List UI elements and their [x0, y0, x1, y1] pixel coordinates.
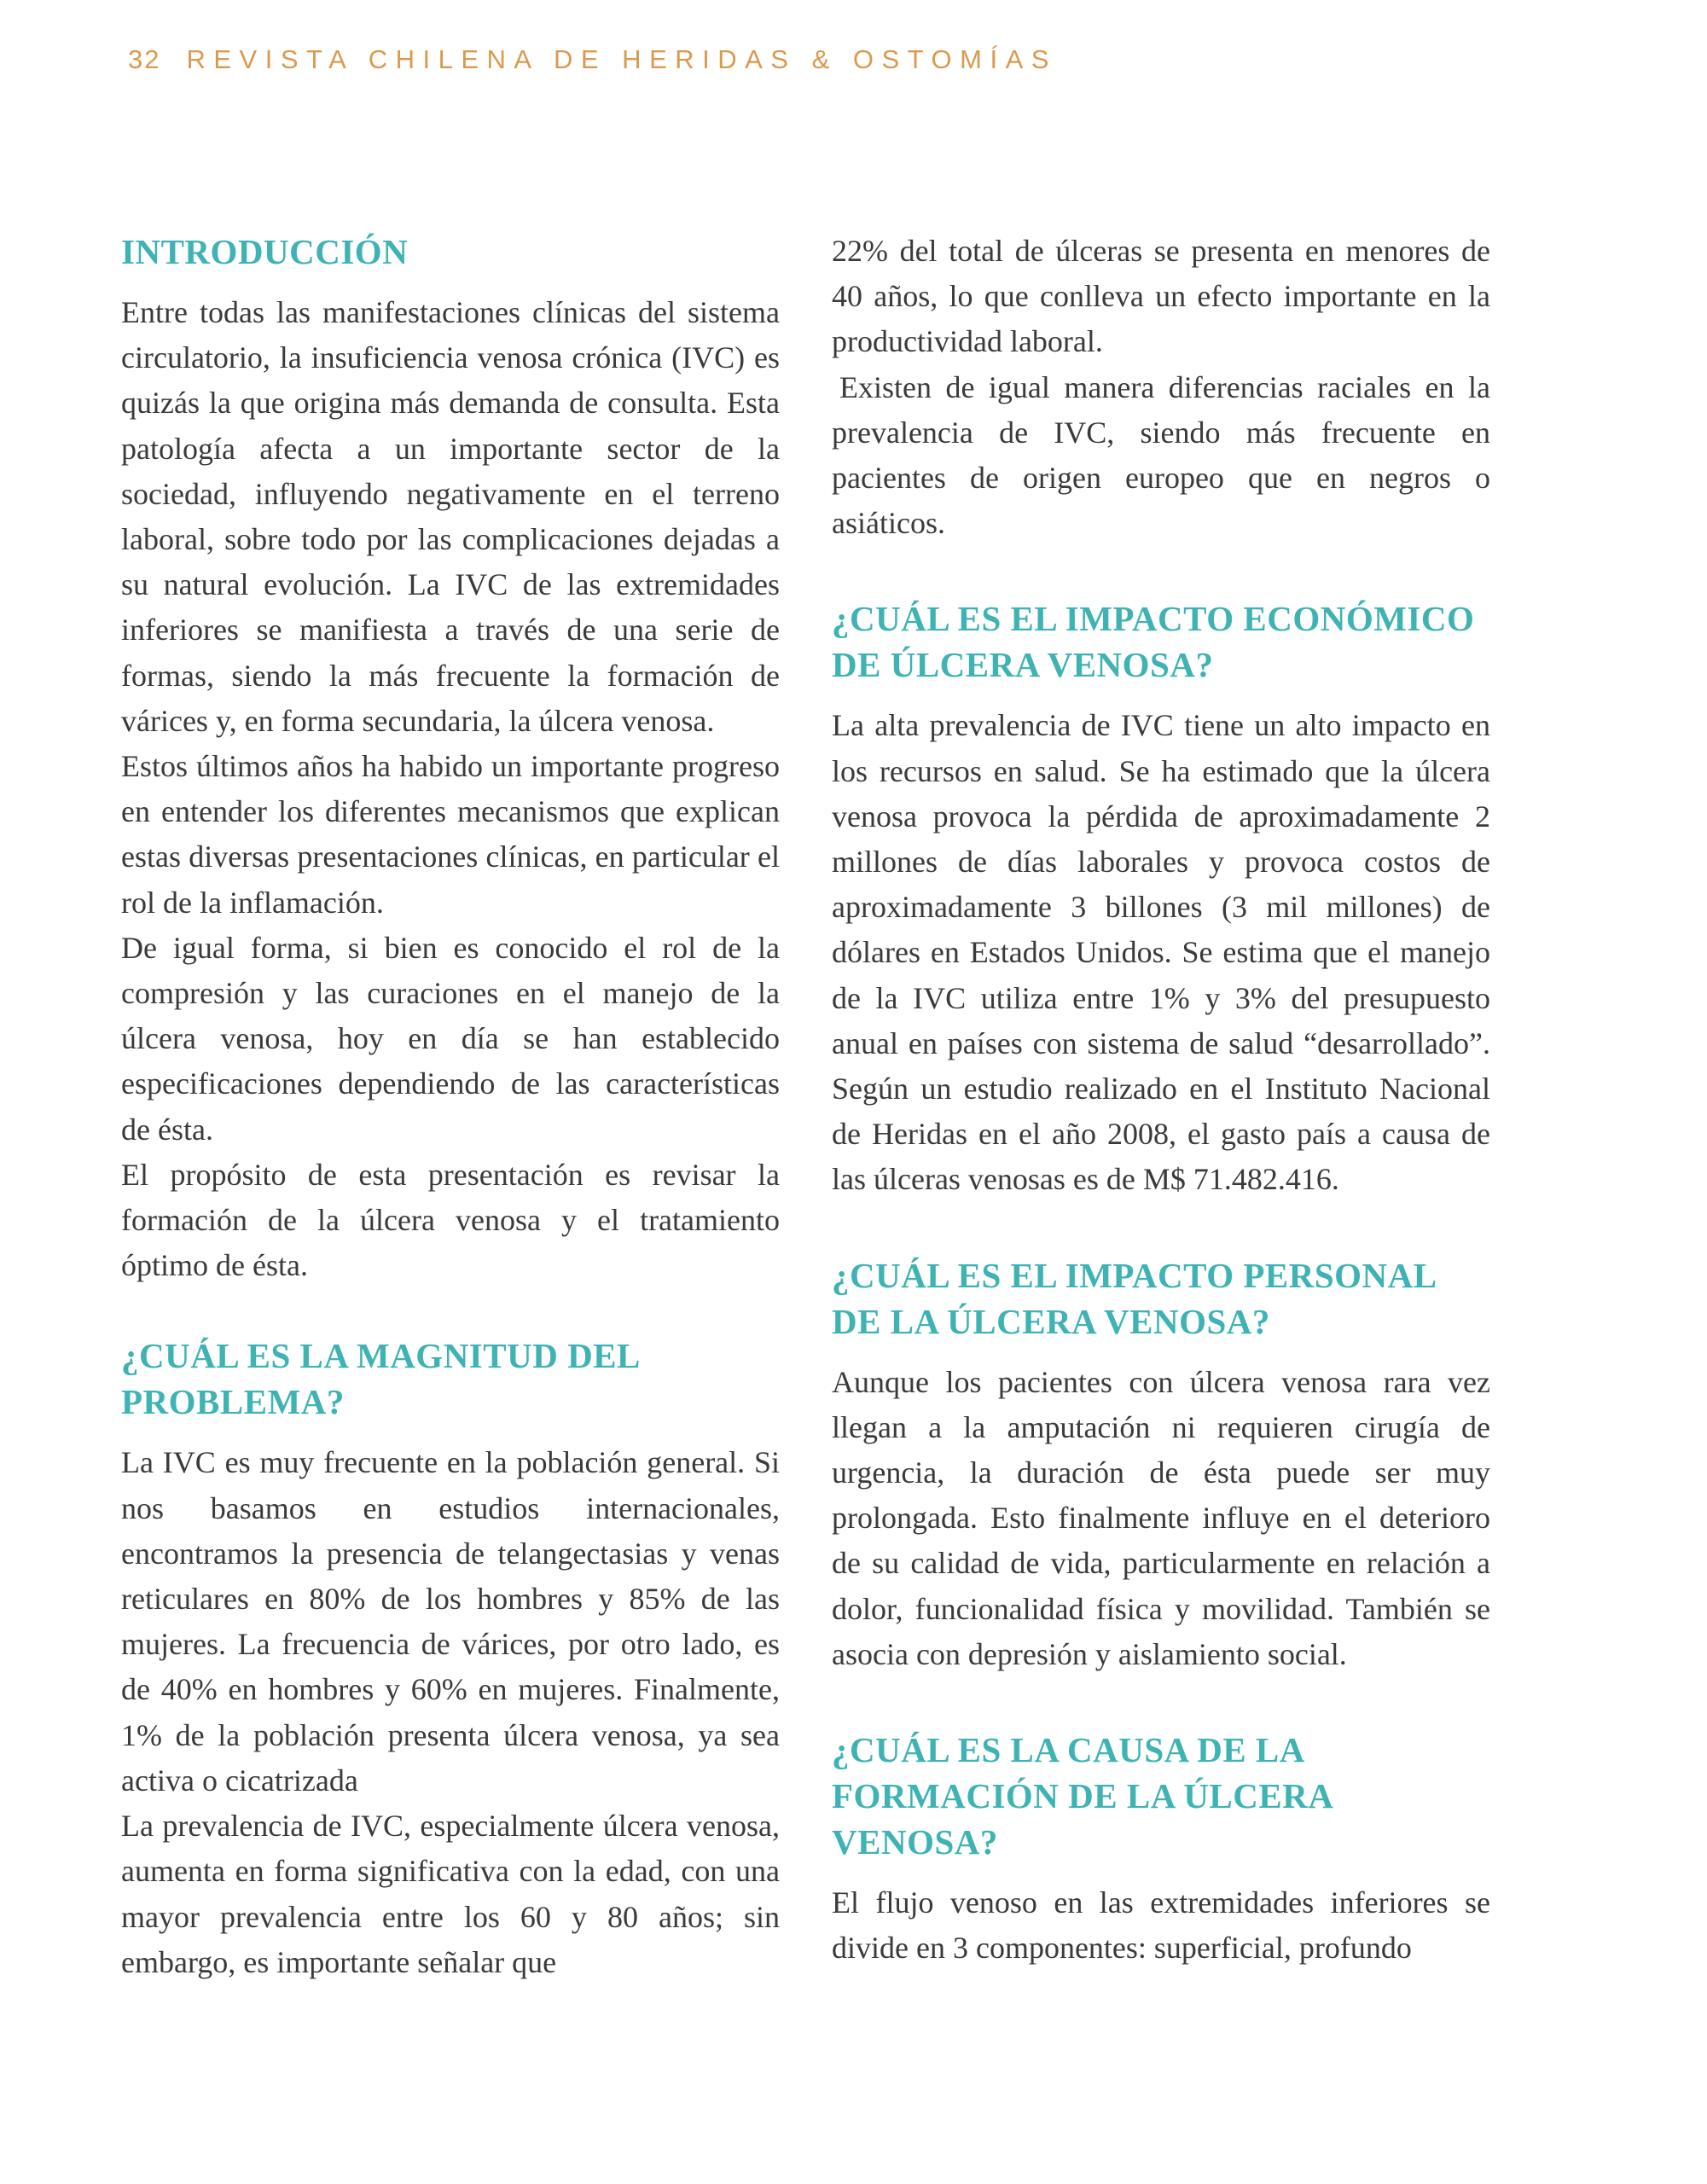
- page-number: 32: [128, 44, 161, 74]
- magnitude-paragraph-2: La prevalencia de IVC, especialmente úlcera venosa, aumenta en forma significativa con la edad, con una mayor prevalencia entre los 60 y 80 años; sin embargo, es importante señalar que: [121, 1809, 780, 1979]
- left-column: [121, 229, 780, 1985]
- section-heading-magnitud: ¿CUÁL ES LA MAGNITUD DEL PROBLEMA?: [121, 1336, 639, 1422]
- cause-paragraph-1: El flujo venoso en las extremidades inferiores se divide en 3 componentes: superficial, profundo: [832, 1885, 1490, 1966]
- personal-paragraph-1: Aunque los pacientes con úlcera venosa rara vez llegan a la amputación ni requieren cirugía de urgencia, la duración de ésta puede ser muy prolongada. Esto finalmente influye en el deterioro de su calidad de vida, particularmente en relación a dolor, funcionalidad física y movilidad. También se asocia con depresión y aislamiento social.: [832, 1364, 1490, 1671]
- intro-paragraph-3: De igual forma, si bien es conocido el rol de la compresión y las curaciones en el manejo de la úlcera venosa, hoy en día se han establecido especificaciones dependiendo de las características de ésta.: [121, 930, 780, 1147]
- section-heading-impacto-personal: ¿CUÁL ES EL IMPACTO PERSONAL DE LA ÚLCERA VENOSA?: [832, 1255, 1436, 1341]
- section-heading-impacto-economico: ¿CUÁL ES EL IMPACTO ECONÓMICO DE ÚLCERA VENOSA?: [832, 599, 1475, 685]
- section-heading-causa: ¿CUÁL ES LA CAUSA DE LA FORMACIÓN DE LA ÚLCERA VENOSA?: [832, 1730, 1333, 1862]
- intro-paragraph-2: Estos últimos años ha habido un importante progreso en entender los diferentes mecanismos que explican estas diversas presentaciones clínicas, en particular el rol de la inflamación.: [121, 749, 780, 920]
- magnitude-paragraph-2-continued: 22% del total de úlceras se presenta en menores de 40 años, lo que conlleva un efecto importante en la productividad laboral.: [832, 234, 1490, 359]
- section-heading-introduccion: INTRODUCCIÓN: [121, 232, 409, 271]
- running-head: [128, 44, 1057, 75]
- magnitude-paragraph-3: Existen de igual manera diferencias raciales en la prevalencia de IVC, siendo más frecuente en pacientes de origen europeo que en negros o asiáticos.: [832, 369, 1490, 541]
- magnitude-paragraph-1: La IVC es muy frecuente en la población general. Si nos basamos en estudios internacionales, encontramos la presencia de telangectasias y venas reticulares en 80% de los hombres y 85% de las mujeres. La frecuencia de várices, por otro lado, es de 40% en hombres y 60% en mujeres. Finalmente, 1% de la población presenta úlcera venosa, ya sea activa o cicatrizada: [121, 1445, 780, 1798]
- journal-title: REVISTA CHILENA DE HERIDAS & OSTOMÍAS: [186, 44, 1057, 74]
- intro-paragraph-1: Entre todas las manifestaciones clínicas del sistema circulatorio, la insuficiencia venosa crónica (IVC) es quizás la que origina más demanda de consulta. Esta patología afecta a un importante sector de la sociedad, influyendo negativamente en el terreno laboral, sobre todo por las complicaciones dejadas a su natural evolución. La IVC de las extremidades inferiores se manifiesta a través de una serie de formas, siendo la más frecuente la formación de várices y, en forma secundaria, la úlcera venosa.: [121, 295, 780, 738]
- intro-paragraph-4: El propósito de esta presentación es revisar la formación de la úlcera venosa y el tratamiento óptimo de ésta.: [121, 1157, 780, 1283]
- economic-paragraph-1: La alta prevalencia de IVC tiene un alto impacto en los recursos en salud. Se ha estimado que la úlcera venosa provoca la pérdida de aproximadamente 2 millones de días laborales y provoca costos de aproximadamente 3 billones (3 mil millones) de dólares en Estados Unidos. Se estima que el manejo de la IVC utiliza entre 1% y 3% del presupuesto anual en países con sistema de salud “desarrollado”. Según un estudio realizado en el Instituto Nacional de Heridas en el año 2008, el gasto país a causa de las úlceras venosas es de M$ 71.482.416.: [832, 708, 1490, 1197]
- right-column: [832, 229, 1490, 1971]
